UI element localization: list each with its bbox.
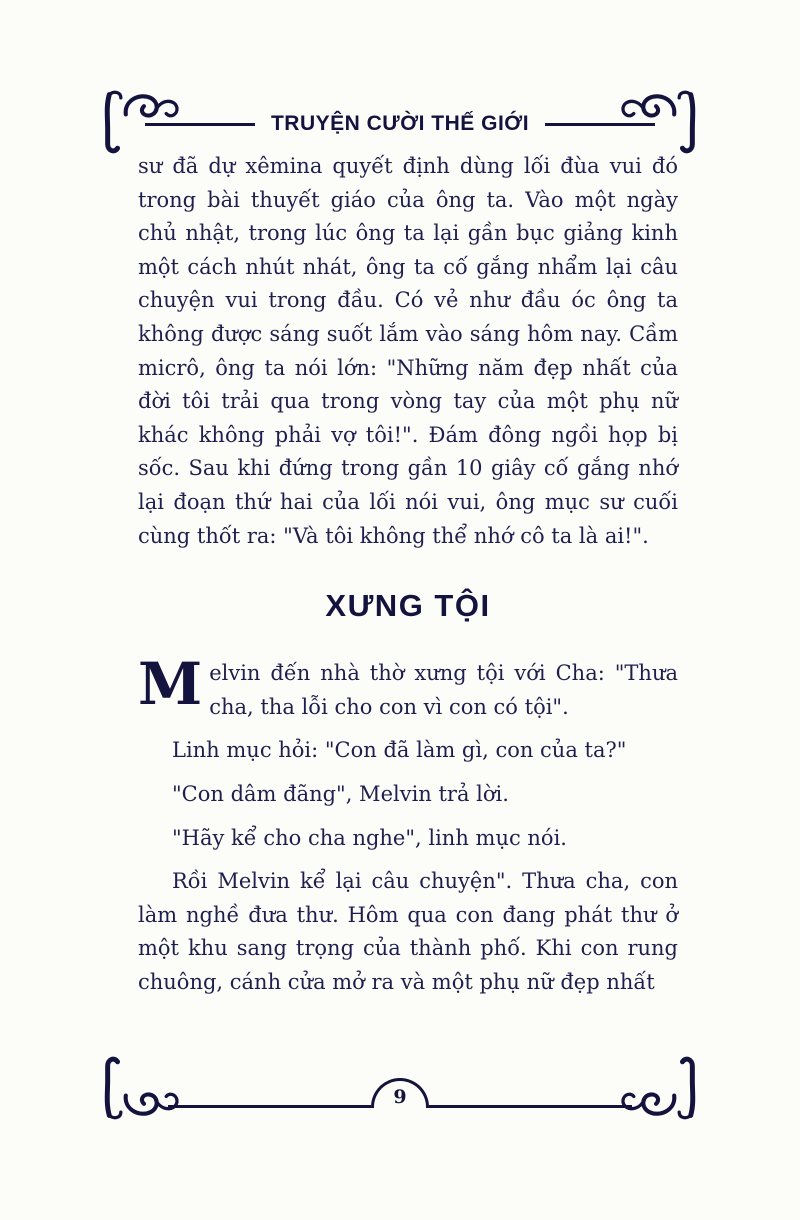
dropcap-letter: M <box>138 650 203 719</box>
dialog-paragraph: Linh mục hỏi: "Con đã làm gì, con của ta?" <box>172 738 627 763</box>
story-paragraph: Rồi Melvin kể lại câu chuyện". Thưa cha, con làm nghề đưa thư. Hôm qua con đang phát thư ở một khu sang trọng của thành phố. Khi con rung chuông, cánh cửa mở ra và một phụ nữ đẹp nhất <box>138 869 678 994</box>
page-footer <box>168 1078 632 1108</box>
page-number-arc <box>371 1078 429 1108</box>
section-heading: XƯNG TỘI <box>325 588 491 624</box>
page-content <box>138 150 678 1000</box>
paragraph-text: elvin đến nhà thờ xưng tội với Cha: "Thưa cha, tha lỗi cho con vì con có tội". <box>209 661 678 719</box>
footer-rule-left <box>168 1105 371 1108</box>
page-number: 9 <box>393 1086 407 1108</box>
footer-rule-right <box>429 1105 632 1108</box>
story-paragraph <box>138 650 678 724</box>
page-header <box>0 112 800 136</box>
story-continuation-paragraph: sư đã dự xêmina quyết định dùng lối đùa vui đó trong bài thuyết giáo của ông ta. Vào một ngày chủ nhật, trong lúc ông ta lại gần bục giảng kinh một cách nhút nhát, ông ta cố gắng nhẩm lại câu chuyện vui trong đầu. Có vẻ như đầu óc ông ta không được sáng suốt lắm vào sáng hôm nay. Cầm micrô, ông ta nói lớn: "Những năm đẹp nhất của đời tôi trải qua trong vòng tay của một phụ nữ khác không phải vợ tôi!". Đám đông ngồi họp bị sốc. Sau khi đứng trong gần 10 giây cố gắng nhớ lại đoạn thứ hai của lối nói vui, ông mục sư cuối cùng thốt ra: "Và tôi không thể nhớ cô ta là ai!". <box>138 154 678 548</box>
header-rule-left <box>145 123 255 126</box>
book-title: TRUYỆN CƯỜI THẾ GIỚI <box>270 112 530 135</box>
dialog-paragraph: "Con dâm đãng", Melvin trả lời. <box>172 782 509 806</box>
header-rule-right <box>545 123 655 126</box>
dialog-paragraph: "Hãy kể cho cha nghe", linh mục nói. <box>172 825 567 850</box>
